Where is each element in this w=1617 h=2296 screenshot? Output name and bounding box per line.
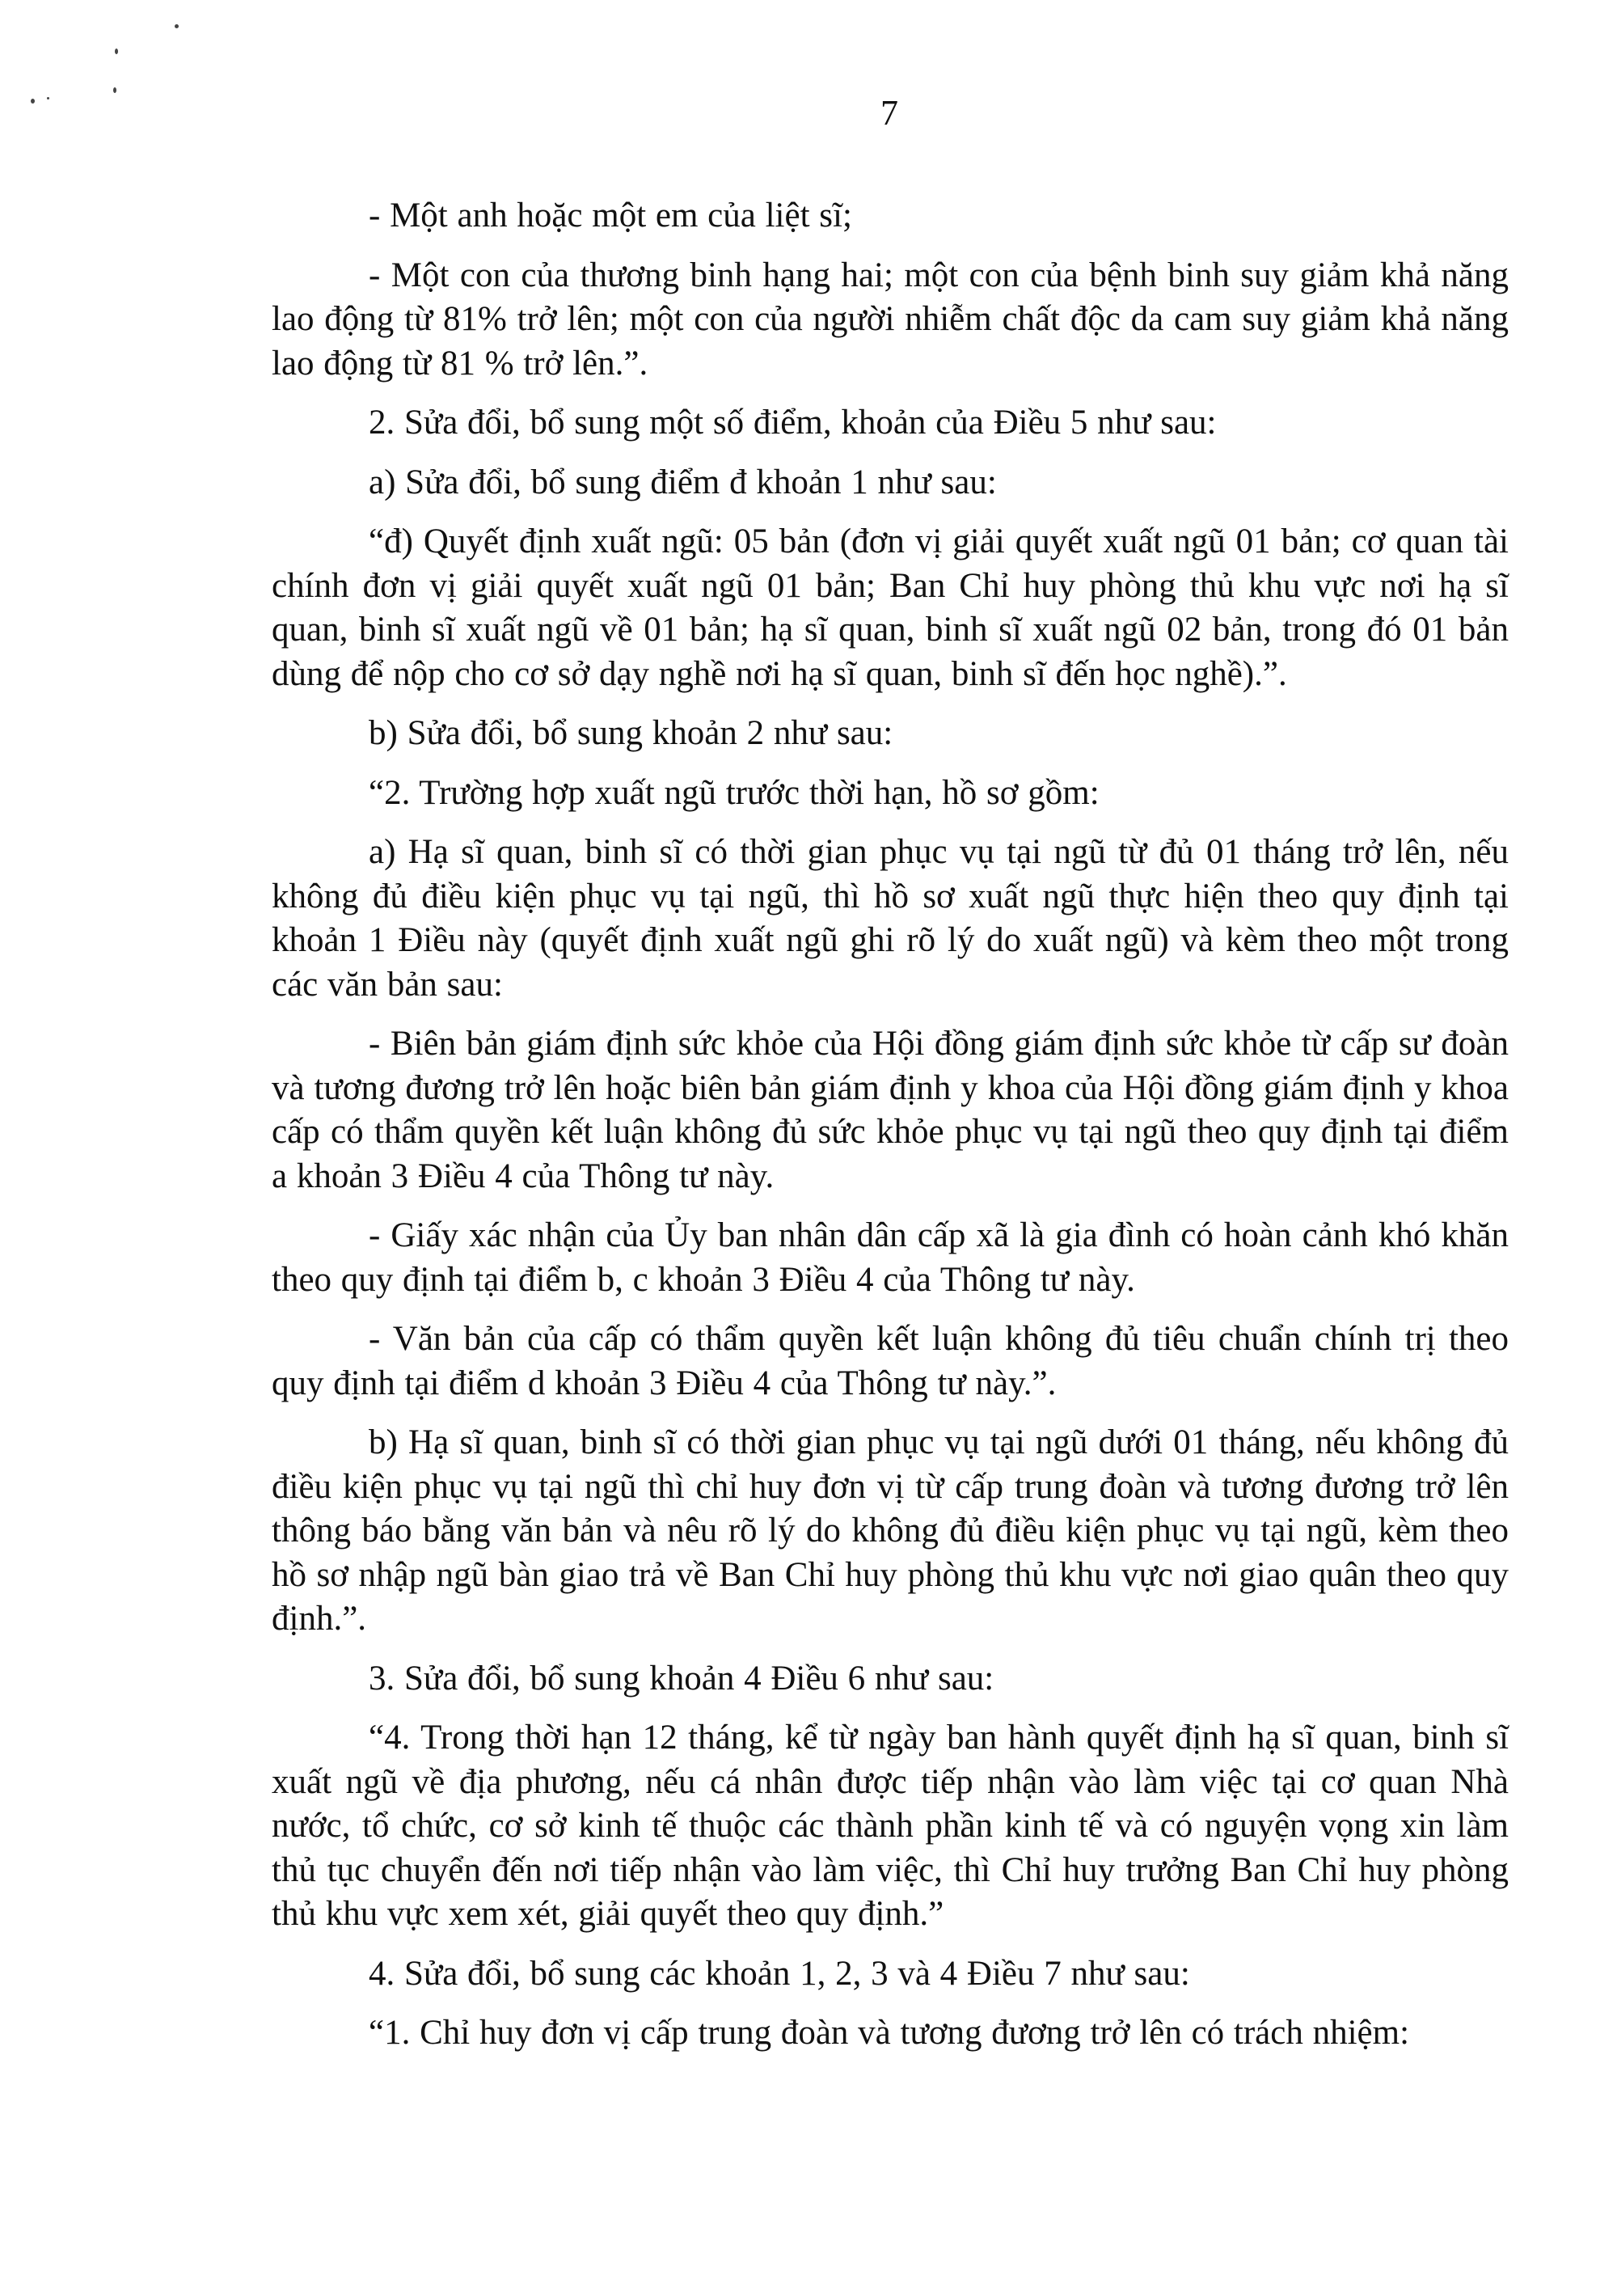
paragraph-health-assessment: - Biên bản giám định sức khỏe của Hội đồng giám định sức khỏe từ cấp sư đoàn và tương đương trở lên hoặc biên bản giám định y khoa của Hội đồng giám định y khoa cấp có thẩm quyền kết luận không đủ sức khỏe phục vụ tại ngũ theo quy định tại điểm a khoản 3 Điều 4 của Thông tư này. bbox=[272, 1025, 1509, 1195]
scan-speck bbox=[113, 87, 116, 93]
paragraph-service-under-one-month: b) Hạ sĩ quan, binh sĩ có thời gian phục vụ tại ngũ dưới 01 tháng, nếu không đủ điều kiện phục vụ tại ngũ thì chỉ huy đơn vị từ cấp trung đoàn và tương đương trở lên thông báo bằng văn bản và nêu rõ lý do không đủ điều kiện phục vụ tại ngũ, kèm theo hồ sơ nhập ngũ bàn giao trả về Ban Chỉ huy phòng thủ khu vực nơi giao quân theo quy định.”. bbox=[272, 1423, 1509, 1638]
paragraph-service-over-one-month: a) Hạ sĩ quan, binh sĩ có thời gian phục vụ tại ngũ từ đủ 01 tháng trở lên, nếu không đủ điều kiện phục vụ tại ngũ, thì hồ sơ xuất ngũ thực hiện theo quy định tại khoản 1 Điều này (quyết định xuất ngũ ghi rõ lý do xuất ngũ) và kèm theo một trong các văn bản sau: bbox=[272, 833, 1509, 1004]
scan-speck bbox=[175, 24, 179, 28]
paragraph-amend-article-5: 2. Sửa đổi, bổ sung một số điểm, khoản của Điều 5 như sau: bbox=[369, 404, 1217, 442]
paragraph-amend-clause-2: b) Sửa đổi, bổ sung khoản 2 như sau: bbox=[369, 714, 893, 752]
scan-speck bbox=[47, 97, 49, 99]
paragraph-sibling-of-martyr: - Một anh hoặc một em của liệt sĩ; bbox=[369, 197, 852, 235]
paragraph-early-discharge: “2. Trường hợp xuất ngũ trước thời hạn, hồ sơ gồm: bbox=[369, 773, 1100, 812]
paragraph-twelve-months: “4. Trong thời hạn 12 tháng, kể từ ngày ban hành quyết định hạ sĩ quan, binh sĩ xuất ngũ về địa phương, nếu cá nhân được tiếp nhận vào làm việc tại cơ quan Nhà nước, tổ chức, cơ sở kinh tế thuộc các thành phần kinh tế và có nguyện vọng xin làm thủ tục chuyển đến nơi tiếp nhận vào làm việc, thì Chỉ huy trưởng Ban Chỉ huy phòng thủ khu vực xem xét, giải quyết theo quy định.” bbox=[272, 1719, 1509, 1933]
paragraph-amend-point-d: a) Sửa đổi, bổ sung điểm đ khoản 1 như sau: bbox=[369, 463, 997, 501]
paragraph-commune-confirmation: - Giấy xác nhận của Ủy ban nhân dân cấp xã là gia đình có hoàn cảnh khó khăn theo quy định tại điểm b, c khoản 3 Điều 4 của Thông tư này. bbox=[272, 1216, 1509, 1299]
scan-speck bbox=[31, 99, 35, 104]
paragraph-regiment-responsibility: “1. Chỉ huy đơn vị cấp trung đoàn và tương đương trở lên có trách nhiệm: bbox=[369, 2014, 1410, 2052]
document-body bbox=[272, 194, 1509, 2071]
page-number: 7 bbox=[880, 93, 898, 133]
paragraph-discharge-decision: “đ) Quyết định xuất ngũ: 05 bản (đơn vị giải quyết xuất ngũ 01 bản; cơ quan tài chính đơn vị giải quyết xuất ngũ 01 bản; Ban Chỉ huy phòng thủ khu vực nơi hạ sĩ quan, binh sĩ xuất ngũ về 01 bản; hạ sĩ quan, binh sĩ xuất ngũ 02 bản, trong đó 01 bản dùng để nộp cho cơ sở dạy nghề nơi hạ sĩ quan, binh sĩ đến học nghề).”. bbox=[272, 522, 1509, 693]
paragraph-amend-article-6: 3. Sửa đổi, bổ sung khoản 4 Điều 6 như sau: bbox=[369, 1659, 994, 1698]
paragraph-amend-article-7: 4. Sửa đổi, bổ sung các khoản 1, 2, 3 và 4 Điều 7 như sau: bbox=[369, 1954, 1190, 1993]
scan-speck bbox=[115, 49, 118, 54]
paragraph-child-of-invalid: - Một con của thương binh hạng hai; một con của bệnh binh suy giảm khả năng lao động từ 81% trở lên; một con của người nhiễm chất độc da cam suy giảm khả năng lao động từ 81 % trở lên.”. bbox=[272, 256, 1509, 383]
paragraph-political-standard: - Văn bản của cấp có thẩm quyền kết luận không đủ tiêu chuẩn chính trị theo quy định tại điểm d khoản 3 Điều 4 của Thông tư này.”. bbox=[272, 1320, 1509, 1402]
